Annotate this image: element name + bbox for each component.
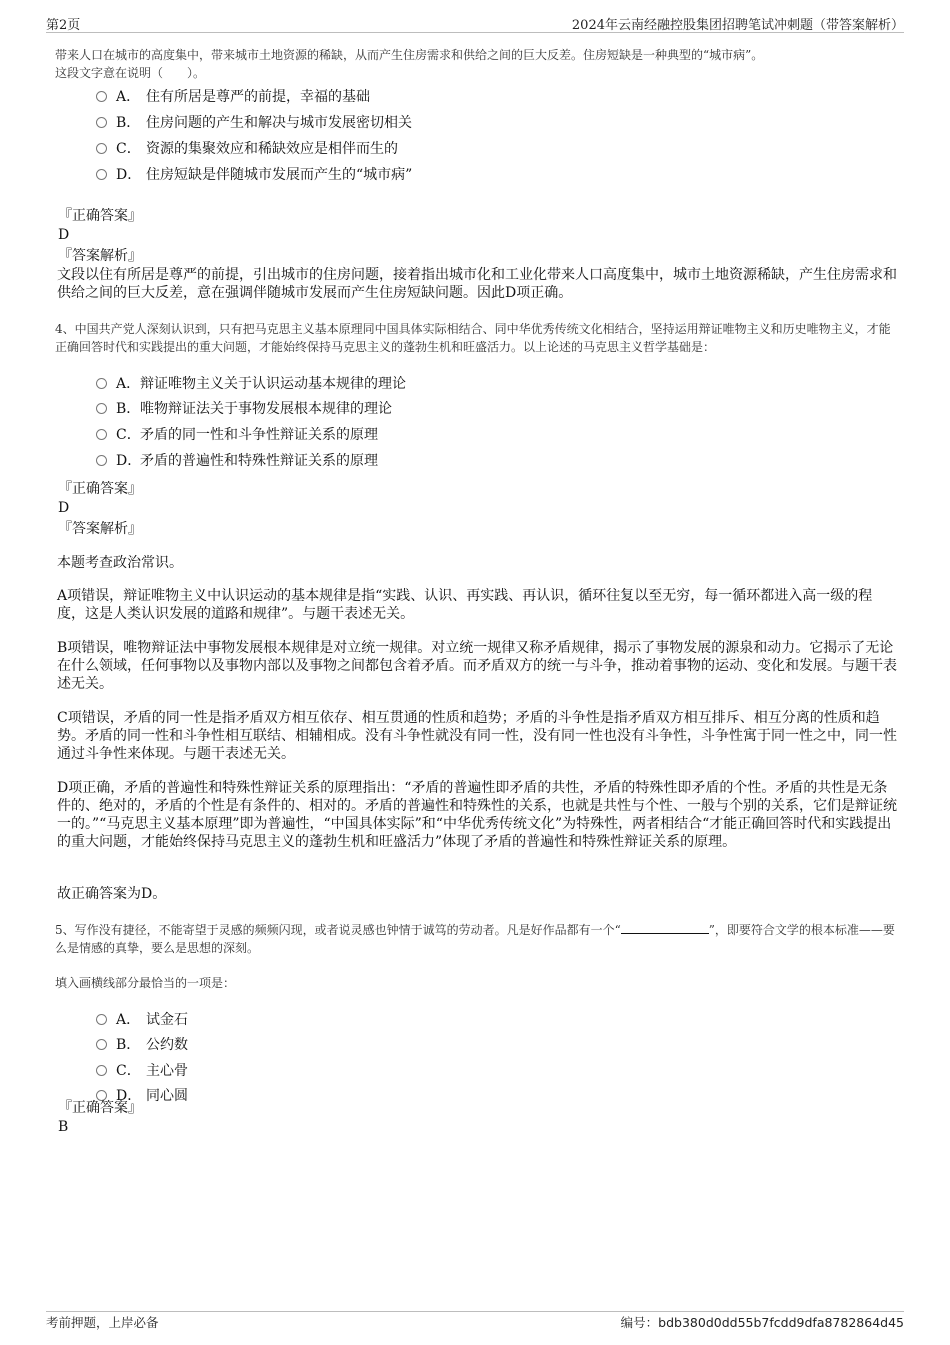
q3-option-b[interactable]: B． 住房问题的产生和解决与城市发展密切相关 (96, 113, 412, 133)
radio-icon[interactable] (96, 91, 107, 102)
radio-icon[interactable] (96, 143, 107, 154)
q4-option-a[interactable]: A．辩证唯物主义关于认识运动基本规律的理论 (96, 374, 406, 394)
q4-analysis-intro: 本题考查政治常识。 (57, 555, 183, 571)
header-divider (46, 32, 904, 33)
radio-icon[interactable] (96, 429, 107, 440)
q3-option-a[interactable]: A． 住有所居是尊严的前提，幸福的基础 (96, 87, 370, 107)
q4-option-b[interactable]: B．唯物辩证法关于事物发展根本规律的理论 (96, 399, 392, 419)
radio-icon[interactable] (96, 117, 107, 128)
q4-conclusion: 故正确答案为D。 (57, 886, 167, 902)
q5-option-a[interactable]: A． 试金石 (96, 1010, 188, 1030)
q4-answer-label: 『正确答案』 (58, 481, 142, 497)
q3-stem-line1: 带来人口在城市的高度集中，带来城市土地资源的稀缺，从而产生住房需求和供给之间的巨大反差。住房短缺是一种典型的“城市病”。 (55, 48, 764, 62)
radio-icon[interactable] (96, 1065, 107, 1076)
q3-analysis: 文段以住有所居是尊严的前提，引出城市的住房问题，接着指出城市化和工业化带来人口高度集中，城市土地资源稀缺，产生住房需求和供给之间的巨大反差，意在强调伴随城市发展而产生住房短缺问题。因此D项正确。 (57, 267, 897, 301)
q4-analysis-label: 『答案解析』 (58, 521, 142, 537)
q3-analysis-label: 『答案解析』 (58, 248, 142, 264)
q3-option-d[interactable]: D． 住房短缺是伴随城市发展而产生的“城市病” (96, 165, 412, 185)
radio-icon[interactable] (96, 1039, 107, 1050)
q4-analysis-d: D项正确，矛盾的普遍性和特殊性辩证关系的原理指出：“矛盾的普遍性即矛盾的共性，矛盾的特殊性即矛盾的个性。矛盾的共性是无条件的、绝对的，矛盾的个性是有条件的、相对的。矛盾的普遍性和特殊性的关系，也就是共性与个性、一般与个别的关系，它们是辩证统一的。”“马克思主义基本原理”即为普遍性，“中国具体实际”和“中华优秀传统文化”为特殊性，两者相结合“才能正确回答时代和实践提出的重大问题，才能始终保持马克思主义的蓬勃生机和旺盛活力”体现了矛盾的普遍性和特殊性辩证关系的原理。 (57, 780, 897, 850)
radio-icon[interactable] (96, 403, 107, 414)
q3-answer: D (58, 227, 70, 243)
q3-stem-line2: 这段文字意在说明（ ）。 (55, 66, 206, 80)
q5-option-c[interactable]: C． 主心骨 (96, 1061, 188, 1081)
q3-option-c[interactable]: C． 资源的集聚效应和稀缺效应是相伴而生的 (96, 139, 398, 159)
footer-slogan: 考前押题，上岸必备 (46, 1315, 159, 1330)
q5-option-d[interactable]: D． 同心圆 (96, 1086, 188, 1106)
q4-analysis-c: C项错误，矛盾的同一性是指矛盾双方相互依存、相互贯通的性质和趋势；矛盾的斗争性是指矛盾双方相互排斥、相互分离的性质和趋势。矛盾的同一性和斗争性相互联结、相辅相成。没有斗争性就没有同一性，没有同一性也没有斗争性，斗争性寓于同一性之中，同一性通过斗争性来体现。与题干表述无关。 (57, 710, 897, 762)
radio-icon[interactable] (96, 169, 107, 180)
q4-option-c[interactable]: C．矛盾的同一性和斗争性辩证关系的原理 (96, 425, 378, 445)
q5-option-b[interactable]: B． 公约数 (96, 1035, 188, 1055)
fill-blank (621, 921, 709, 934)
q4-option-d[interactable]: D．矛盾的普遍性和特殊性辩证关系的原理 (96, 451, 378, 471)
q3-answer-label: 『正确答案』 (58, 208, 142, 224)
footer-code: 编号：bdb380d0dd55b7fcdd9dfa8782864d45 (620, 1315, 904, 1330)
q4-analysis-b: B项错误，唯物辩证法中事物发展根本规律是对立统一规律。对立统一规律又称矛盾规律，揭示了事物发展的源泉和动力。它揭示了无论在什么领域，任何事物以及事物内部以及事物之间都包含着矛盾。而矛盾双方的统一与斗争，推动着事物的运动、变化和发展。与题干表述无关。 (57, 640, 897, 692)
q5-instruction: 填入画横线部分最恰当的一项是： (55, 976, 236, 990)
q5-answer: B (58, 1119, 69, 1135)
document-title: 2024年云南经融控股集团招聘笔试冲刺题（带答案解析） (571, 18, 904, 33)
q4-analysis-a: A项错误，辩证唯物主义中认识运动的基本规律是指“实践、认识、再实践、再认识，循环往复以至无穷，每一循环都进入高一级的程度，这是人类认识发展的道路和规律”。与题干表述无关。 (57, 588, 873, 622)
radio-icon[interactable] (96, 455, 107, 466)
q5-stem: 5、写作没有捷径，不能寄望于灵感的频频闪现，或者说灵感也钟情于诚笃的劳动者。凡是好作品都有一个“ ”，即要符合文学的根本标准——要么是情感的真挚，要么是思想的深刻。 (55, 923, 895, 955)
radio-icon[interactable] (96, 378, 107, 389)
page-number: 第2页 (46, 18, 81, 33)
q4-stem: 4、中国共产党人深刻认识到，只有把马克思主义基本原理同中国具体实际相结合、同中华优秀传统文化相结合，坚持运用辩证唯物主义和历史唯物主义，才能正确回答时代和实践提出的重大问题，才能始终保持马克思主义的蓬勃生机和旺盛活力。以上论述的马克思主义哲学基础是： (55, 322, 891, 354)
q4-answer: D (58, 500, 70, 516)
footer-divider (46, 1311, 904, 1312)
radio-icon[interactable] (96, 1014, 107, 1025)
q5-answer-label: 『正确答案』 (58, 1100, 142, 1116)
